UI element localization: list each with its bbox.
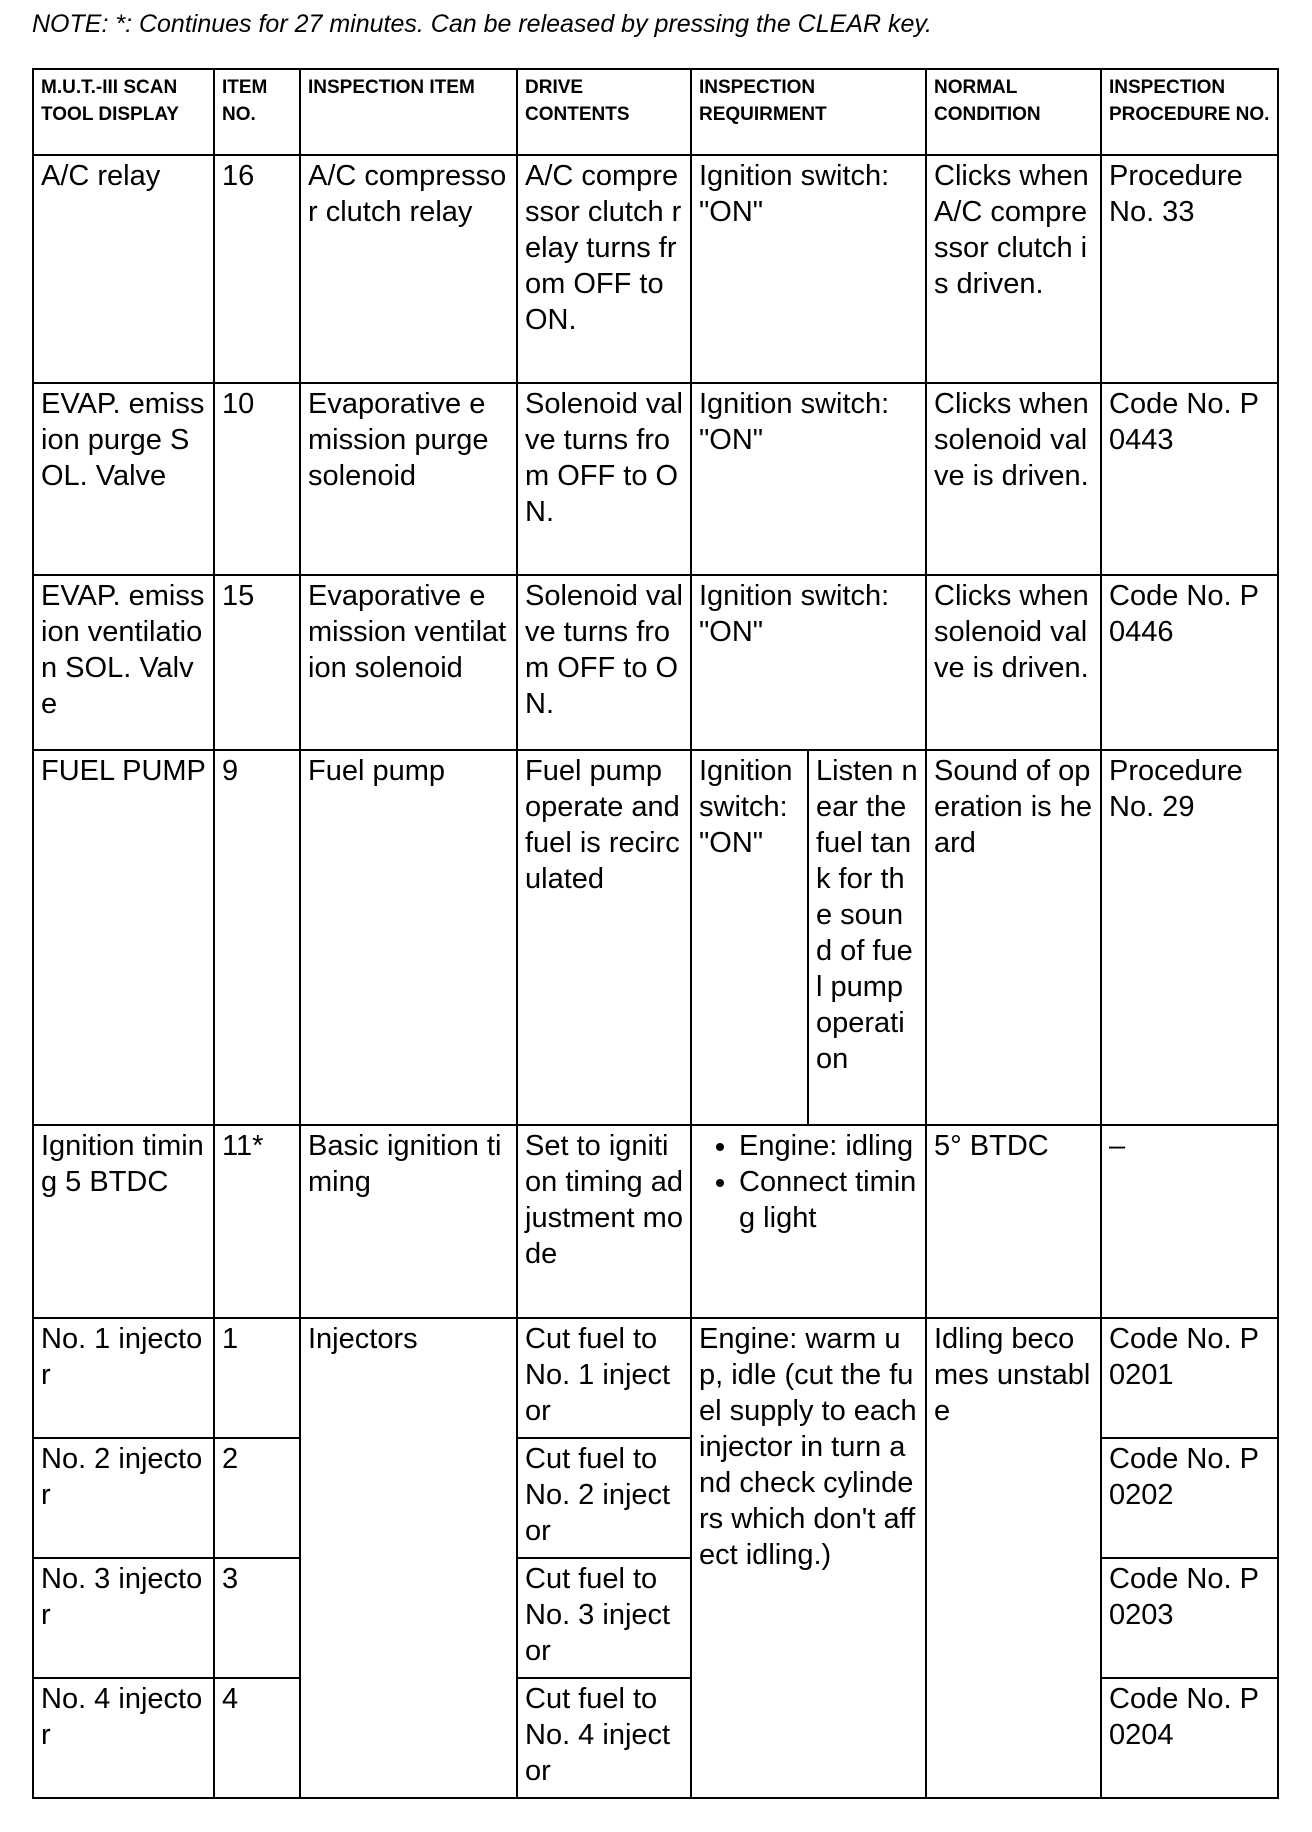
cell-inspection-item: Basic ignition timing [300, 1125, 517, 1318]
cell-requirement: Ignition switch: "ON" [691, 155, 926, 383]
cell-procedure: Procedure No. 29 [1101, 750, 1278, 1125]
table-row [33, 1318, 1278, 1438]
header-item-no: ITEM NO. [214, 69, 300, 155]
cell-display: No. 2 injector [33, 1438, 214, 1558]
cell-drive-contents: Cut fuel to No. 3 injector [517, 1558, 691, 1678]
cell-normal-condition: 5° BTDC [926, 1125, 1101, 1318]
cell-normal-condition: Clicks when solenoid valve is driven. [926, 575, 1101, 750]
cell-normal-condition: Clicks when solenoid valve is driven. [926, 383, 1101, 575]
table-row [33, 383, 1278, 575]
cell-item-no: 9 [214, 750, 300, 1125]
cell-display: FUEL PUMP [33, 750, 214, 1125]
header-inspection-item: INSPECTION ITEM [300, 69, 517, 155]
cell-drive-contents: Solenoid valve turns from OFF to ON. [517, 575, 691, 750]
cell-procedure: Procedure No. 33 [1101, 155, 1278, 383]
table-row [33, 155, 1278, 383]
cell-normal-condition: Clicks when A/C compressor clutch is driven. [926, 155, 1101, 383]
cell-normal-condition: Idling becomes unstable [926, 1318, 1101, 1798]
cell-item-no: 11* [214, 1125, 300, 1318]
cell-display: No. 4 injector [33, 1678, 214, 1798]
cell-procedure: Code No. P0203 [1101, 1558, 1278, 1678]
cell-procedure: Code No. P0201 [1101, 1318, 1278, 1438]
cell-inspection-item: Fuel pump [300, 750, 517, 1125]
cell-display: Ignition timing 5 BTDC [33, 1125, 214, 1318]
cell-procedure: Code No. P0443 [1101, 383, 1278, 575]
cell-procedure: Code No. P0446 [1101, 575, 1278, 750]
cell-drive-contents: A/C compressor clutch relay turns from OFF to ON. [517, 155, 691, 383]
cell-inspection-item: Evaporative emission purge solenoid [300, 383, 517, 575]
header-procedure-no: INSPECTION PROCEDURE NO. [1101, 69, 1278, 155]
cell-normal-condition: Sound of operation is heard [926, 750, 1101, 1125]
cell-display: EVAP. emission ventilation SOL. Valve [33, 575, 214, 750]
table-row [33, 750, 1278, 1125]
cell-item-no: 2 [214, 1438, 300, 1558]
cell-display: A/C relay [33, 155, 214, 383]
cell-item-no: 1 [214, 1318, 300, 1438]
list-item: • Engine: idling [739, 1128, 918, 1164]
header-drive-contents: DRIVE CONTENTS [517, 69, 691, 155]
cell-item-no: 16 [214, 155, 300, 383]
cell-display: No. 3 injector [33, 1558, 214, 1678]
cell-drive-contents: Cut fuel to No. 1 injector [517, 1318, 691, 1438]
cell-procedure: – [1101, 1125, 1278, 1318]
table-note: NOTE: *: Continues for 27 minutes. Can be released by pressing the CLEAR key. [32, 10, 932, 38]
cell-requirement [691, 1125, 926, 1318]
cell-procedure: Code No. P0204 [1101, 1678, 1278, 1798]
cell-drive-contents: Solenoid valve turns from OFF to ON. [517, 383, 691, 575]
list-item: • Connect timing light [739, 1164, 918, 1236]
cell-procedure: Code No. P0202 [1101, 1438, 1278, 1558]
table-row [33, 575, 1278, 750]
cell-inspection-item: A/C compressor clutch relay [300, 155, 517, 383]
actuator-test-table [32, 68, 1279, 1799]
header-display: M.U.T.-III SCAN TOOL DISPLAY [33, 69, 214, 155]
cell-requirement: Ignition switch: "ON" [691, 575, 926, 750]
header-inspection-requirement: INSPECTION REQUIRMENT [691, 69, 926, 155]
cell-inspection-item: Evaporative emission ventilation solenoid [300, 575, 517, 750]
cell-drive-contents: Fuel pump operate and fuel is recirculated [517, 750, 691, 1125]
cell-item-no: 3 [214, 1558, 300, 1678]
cell-requirement-extra: Listen near the fuel tank for the sound of fuel pump operation [808, 750, 926, 1125]
requirement-bullet-list [699, 1128, 918, 1236]
cell-item-no: 15 [214, 575, 300, 750]
cell-requirement: Engine: warm up, idle (cut the fuel supply to each injector in turn and check cylinders which don't affect idling.) [691, 1318, 926, 1798]
cell-item-no: 10 [214, 383, 300, 575]
header-normal-condition: NORMAL CONDITION [926, 69, 1101, 155]
cell-requirement: Ignition switch: "ON" [691, 750, 808, 1125]
cell-display: No. 1 injector [33, 1318, 214, 1438]
cell-requirement: Ignition switch: "ON" [691, 383, 926, 575]
cell-drive-contents: Cut fuel to No. 2 injector [517, 1438, 691, 1558]
header-row [33, 69, 1278, 155]
cell-drive-contents: Cut fuel to No. 4 injector [517, 1678, 691, 1798]
cell-drive-contents: Set to ignition timing adjustment mode [517, 1125, 691, 1318]
cell-inspection-item: Injectors [300, 1318, 517, 1798]
table-row [33, 1125, 1278, 1318]
cell-item-no: 4 [214, 1678, 300, 1798]
cell-display: EVAP. emission purge SOL. Valve [33, 383, 214, 575]
